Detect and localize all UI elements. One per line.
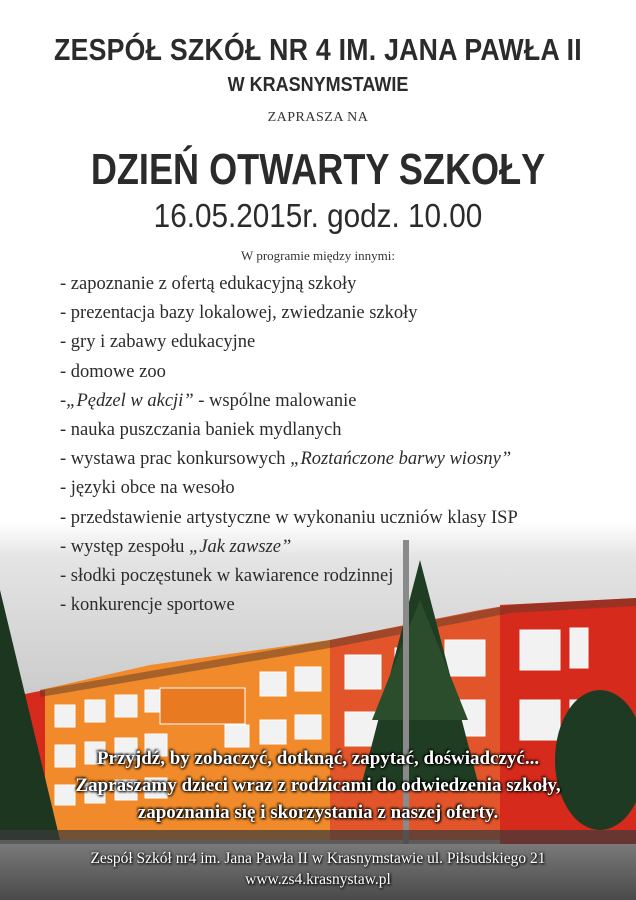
program-item: -„Pędzel w akcji” - wspólne malowanie — [60, 390, 357, 411]
program-list — [60, 270, 518, 620]
program-intro: W programie między innymi: — [241, 248, 395, 263]
program-item: - domowe zoo — [60, 361, 166, 382]
program-item: - przedstawienie artystyczne w wykonaniu uczniów klasy ISP — [60, 507, 518, 528]
school-city: W KRASNYMSTAWIE — [227, 74, 409, 96]
school-name: ZESPÓŁ SZKÓŁ NR 4 IM. JANA PAWŁA II — [54, 32, 582, 67]
event-title: DZIEŃ OTWARTY SZKOŁY — [90, 145, 546, 194]
program-item: - nauka puszczania baniek mydlanych — [60, 419, 342, 440]
slogan-line: Zapraszamy dzieci wraz z rodzicami do odwiedzenia szkoły, — [75, 775, 561, 796]
footer — [0, 848, 636, 890]
slogans — [0, 745, 636, 826]
program-item: - wystawa prac konkursowych „Roztańczone barwy wiosny” — [60, 449, 512, 470]
slogan-line: Przyjdź, by zobaczyć, dotknąć, zapytać, doświadczyć... — [96, 748, 540, 769]
program-item: - słodki poczęstunek w kawiarence rodzinnej — [60, 565, 394, 586]
program-item: - gry i zabawy edukacyjne — [60, 332, 256, 353]
program-item: - konkurencje sportowe — [60, 595, 235, 616]
footer-address: Zespół Szkół nr4 im. Jana Pawła II w Krasnymstawie ul. Piłsudskiego 21 — [90, 850, 546, 867]
slogan-line: zapoznania się i skorzystania z naszej oferty. — [137, 802, 499, 823]
program-item: - języki obce na wesoło — [60, 478, 235, 499]
footer-website: www.zs4.krasnystaw.pl — [245, 871, 391, 888]
invites-text: ZAPRASZA NA — [267, 110, 369, 125]
program-item: - prezentacja bazy lokalowej, zwiedzanie szkoły — [60, 303, 418, 324]
event-date-time: 16.05.2015r. godz. 10.00 — [153, 197, 483, 234]
program-item: - zapoznanie z ofertą edukacyjną szkoły — [60, 274, 357, 294]
program-item: - występ zespołu „Jak zawsze” — [60, 536, 292, 557]
